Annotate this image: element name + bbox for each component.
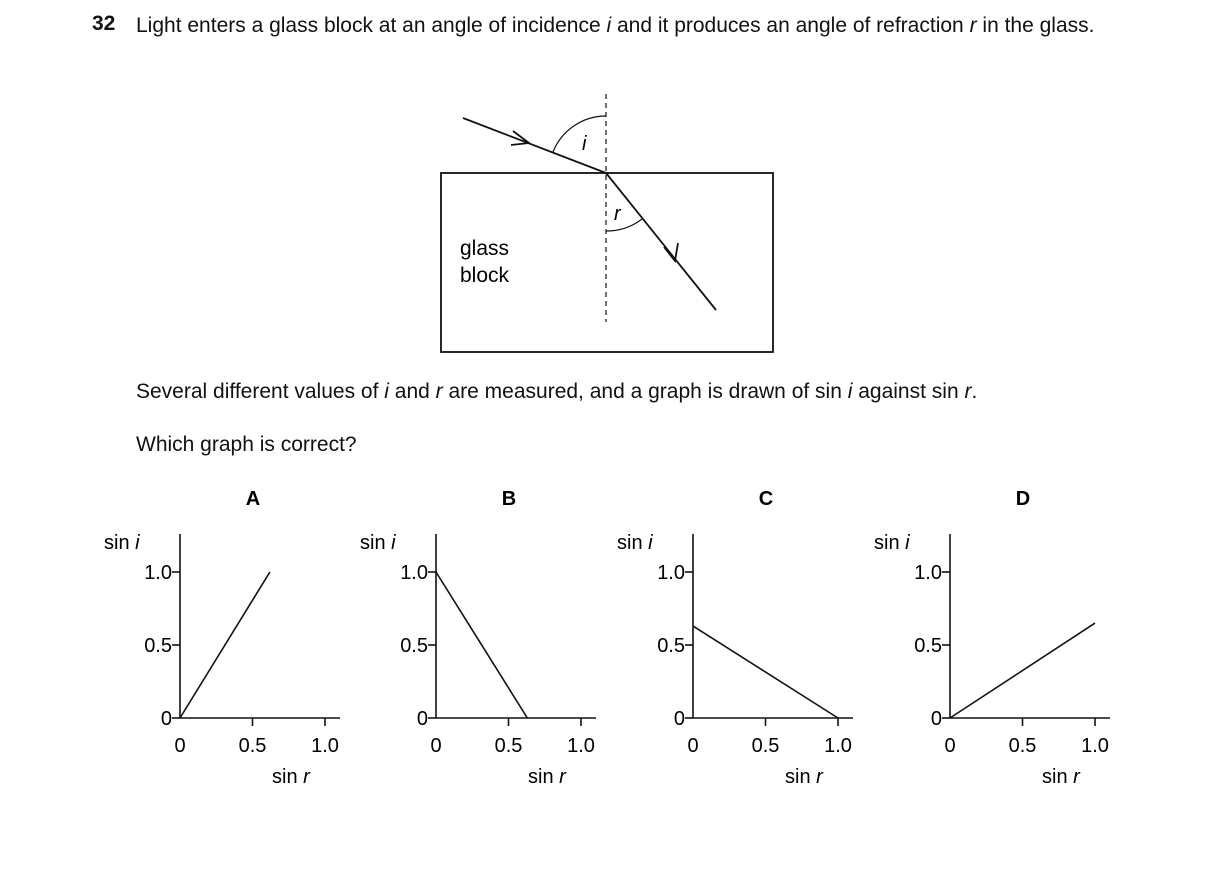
data-line [180,572,270,718]
angle-i-label: i [582,133,587,155]
block-label-line1: glass [460,237,510,260]
stem-text-1: Light enters a glass block at an angle of incidence [136,14,607,37]
y-tick-label: 1.0 [657,562,685,584]
y-axis-label [617,532,653,554]
y-axis-label [360,532,396,554]
data-line [950,623,1095,718]
graph-letter: B [501,488,517,510]
x-tick-label: 0 [944,735,956,757]
graph-letter: D [1015,488,1031,510]
x-tick-label: 0.5 [238,735,267,757]
y-tick-label: 0.5 [914,635,942,657]
x-tick-label: 0 [687,735,699,757]
x-tick-label: 1.0 [311,735,339,757]
x-axis-label-prefix: sin [272,766,304,788]
y-tick-label: 0 [930,708,942,730]
x-axis-label [785,766,824,788]
y-tick-label: 1.0 [400,562,428,584]
y-tick-label: 0.5 [144,635,172,657]
y-axis-label-prefix: sin [360,532,392,554]
y-axis-label-prefix: sin [874,532,906,554]
data-line [436,572,527,718]
y-axis-label-var: i [905,532,910,554]
y-axis-label-var: i [135,532,140,554]
graph-c [617,488,853,788]
x-axis-label-var: r [816,766,823,788]
x-axis-label-prefix: sin [785,766,817,788]
line2-var-i-2: i [847,380,853,403]
stem-text-2: and it produces an angle of refraction [611,14,970,37]
y-axis-label-prefix: sin [617,532,649,554]
x-tick-label: 0 [174,735,186,757]
graph-d [874,488,1110,788]
data-line [693,626,838,718]
y-tick-label: 0 [160,708,172,730]
graph-letter: C [758,488,774,510]
x-tick-label: 0.5 [1008,735,1037,757]
stem-text-3: in the glass. [976,14,1095,37]
x-axis-label [528,766,567,788]
y-tick-label: 0.5 [400,635,428,657]
line2-text-5: . [971,380,978,403]
line2-var-r: r [435,380,443,403]
x-tick-label: 1.0 [1081,735,1109,757]
stem-var-r: r [969,14,977,37]
x-axis-label-var: r [1073,766,1080,788]
x-tick-label: 1.0 [567,735,595,757]
graph-b [360,488,596,788]
x-axis-label-prefix: sin [528,766,560,788]
y-tick-label: 0 [673,708,685,730]
graph-letter: A [245,488,261,510]
x-axis-label-var: r [559,766,566,788]
x-axis-label-prefix: sin [1042,766,1074,788]
angle-r-label: r [614,203,621,225]
line2-text-1: Several different values of [136,380,385,403]
y-tick-label: 0 [416,708,428,730]
graph-a [104,488,340,788]
y-axis-label-prefix: sin [104,532,136,554]
x-tick-label: 0.5 [751,735,780,757]
y-axis-label-var: i [391,532,396,554]
question-number: 32 [92,12,116,35]
question-prompt: Which graph is correct? [136,433,357,456]
line2-text-2: and [388,380,436,403]
x-tick-label: 0 [430,735,442,757]
y-axis-label-var: i [648,532,653,554]
line2-var-r-2: r [964,380,972,403]
x-tick-label: 1.0 [824,735,852,757]
x-tick-label: 0.5 [494,735,523,757]
block-label-line2: block [460,264,510,287]
y-axis-label [874,532,910,554]
y-axis-label [104,532,140,554]
line2-text-3: are measured, and a graph is drawn of sin [442,380,848,403]
line2-var-i: i [384,380,389,403]
y-tick-label: 1.0 [144,562,172,584]
y-tick-label: 0.5 [657,635,685,657]
y-tick-label: 1.0 [914,562,942,584]
line2-text-4: against sin [852,380,965,403]
x-axis-label-var: r [303,766,310,788]
x-axis-label [272,766,311,788]
stem-var-i: i [606,14,612,37]
x-axis-label [1042,766,1081,788]
